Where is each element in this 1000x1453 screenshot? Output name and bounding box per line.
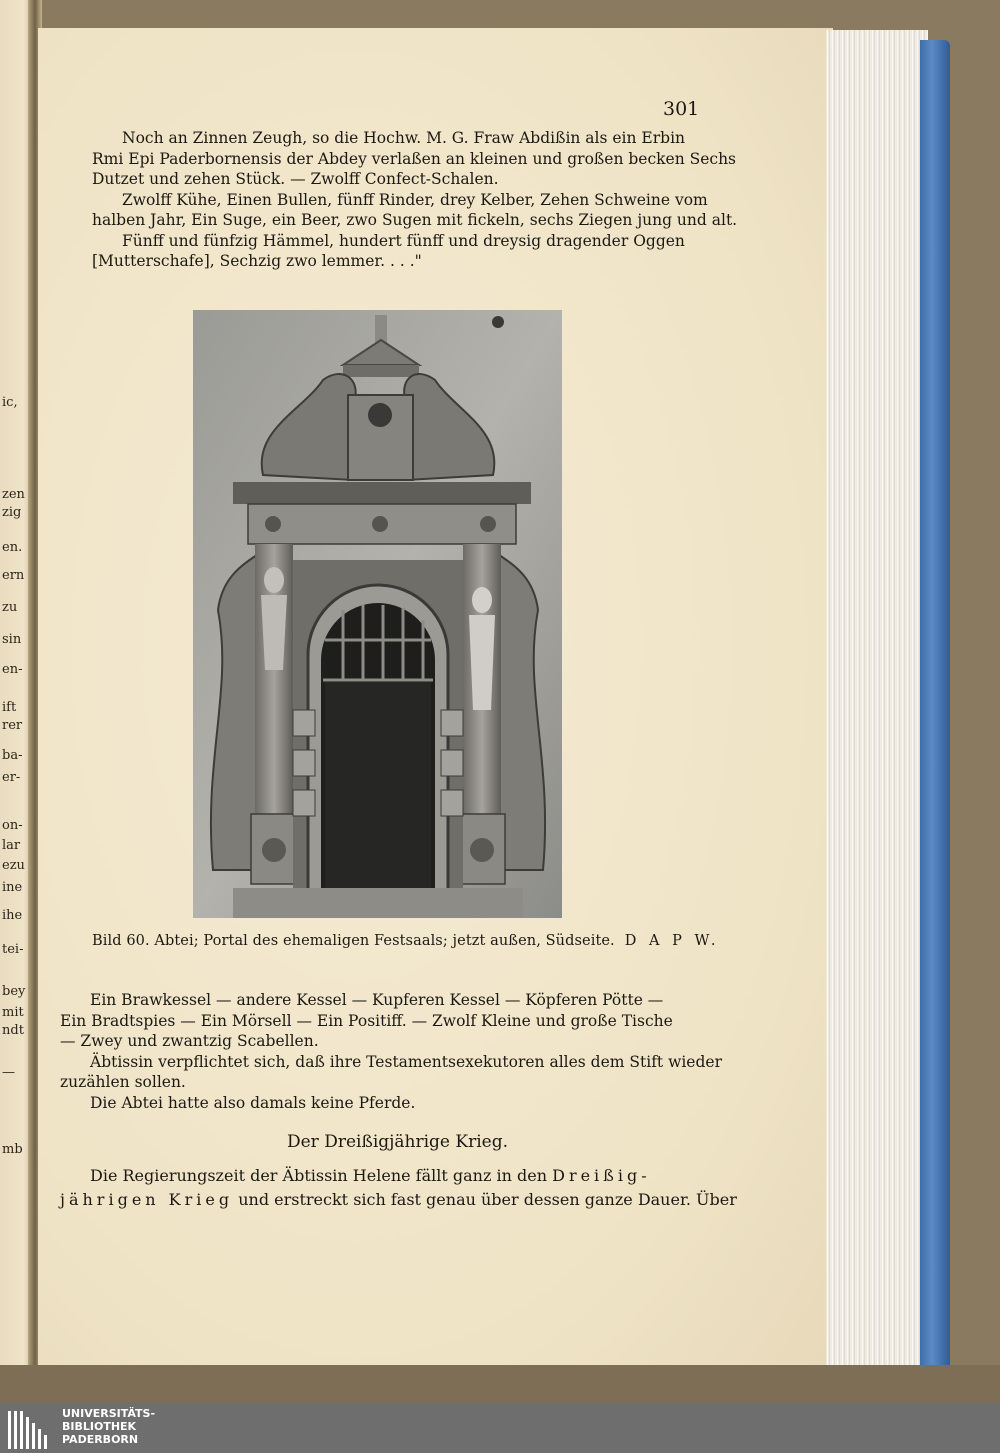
left-page-fragment: lar xyxy=(2,838,21,853)
paragraph-top xyxy=(92,128,738,272)
caption-text: Bild 60. Abtei; Portal des ehemaligen Festsaals; jetzt außen, Südseite. xyxy=(92,933,615,949)
library-logo-icon xyxy=(8,1409,52,1451)
text-line: zuzählen sollen. xyxy=(60,1073,186,1091)
text-line: halben Jahr, Ein Suge, ein Beer, zwo Sugen mit fickeln, sechs Ziegen jung und alt. xyxy=(92,211,738,229)
left-page-fragment: sin xyxy=(2,632,22,647)
left-page-fragment: ihe xyxy=(2,908,23,923)
left-page-fragment: en- xyxy=(2,662,23,677)
text-line: Ein Brawkessel — andere Kessel — Kupferen Kessel — Köpferen Pötte — xyxy=(90,991,664,1009)
left-page-fragment: ift xyxy=(2,700,17,715)
blue-book-cover xyxy=(920,40,950,1370)
text-line: Die Abtei hatte also damals keine Pferde. xyxy=(90,1093,416,1112)
text-line xyxy=(60,1164,696,1188)
text-line: Fünff und fünfzig Hämmel, hundert fünff und dreysig dragender Oggen xyxy=(122,231,685,250)
portal-photograph xyxy=(193,310,562,918)
left-page-fragment: bey xyxy=(2,984,26,999)
background-surface xyxy=(0,1365,1000,1403)
library-name-line: PADERBORN xyxy=(62,1433,139,1446)
paragraph-final xyxy=(60,1164,737,1212)
section-heading: Der Dreißigjährige Krieg. xyxy=(286,1132,509,1152)
text-span: Die Regierungszeit der Äbtissin Helene fällt ganz in den xyxy=(90,1166,548,1185)
library-name xyxy=(62,1407,155,1446)
text-line: — Zwey und zwantzig Scabellen. xyxy=(60,1032,319,1050)
figure-caption xyxy=(92,933,719,949)
left-page-fragment: ezu xyxy=(2,858,25,873)
left-page-fragment: on- xyxy=(2,818,23,833)
caption-signature: D A P W. xyxy=(624,933,720,949)
left-page-fragment: er- xyxy=(2,770,21,785)
spaced-text: Dreißig- xyxy=(552,1166,651,1185)
left-page-fragment: ba- xyxy=(2,748,23,763)
text-line xyxy=(60,1188,737,1212)
page-edges xyxy=(826,30,928,1365)
left-page-fragment: mit xyxy=(2,1005,24,1020)
text-line: Zwolff Kühe, Einen Bullen, fünff Rinder, drey Kelber, Zehen Schweine vom xyxy=(122,190,708,209)
library-footer-bar xyxy=(0,1403,1000,1453)
text-line: [Mutterschafe], Sechzig zwo lemmer. . . ." xyxy=(92,252,422,270)
spaced-text: jährigen Krieg xyxy=(60,1190,234,1209)
left-page-fragment: ern xyxy=(2,568,25,583)
left-page-fragment: zu xyxy=(2,600,18,615)
library-name-line: BIBLIOTHEK xyxy=(62,1420,137,1433)
library-name-line: UNIVERSITÄTS- xyxy=(62,1407,156,1420)
left-page-fragment: — xyxy=(2,1065,15,1080)
left-page-fragment: rer xyxy=(2,718,23,733)
left-page-fragment: zen xyxy=(2,487,25,502)
left-page-fragment: ndt xyxy=(2,1023,24,1038)
text-span: und erstreckt sich fast genau über dessen ganze Dauer. Über xyxy=(238,1190,737,1209)
text-line: Rmi Epi Paderbornensis der Abdey verlaßen an kleinen und großen becken Sechs xyxy=(92,149,737,168)
left-page-fragment: ic, xyxy=(2,395,18,410)
page-number: 301 xyxy=(663,98,700,120)
left-page-fragment: ine xyxy=(2,880,23,895)
left-page-fragment: en. xyxy=(2,540,23,555)
text-line: Dutzet und zehen Stück. — Zwolff Confect-Schalen. xyxy=(92,170,499,188)
text-line: Ein Bradtspies — Ein Mörsell — Ein Positiff. — Zwolf Kleine und große Tische xyxy=(60,1011,673,1030)
text-line: Noch an Zinnen Zeugh, so die Hochw. M. G. Fraw Abdißin als ein Erbin xyxy=(122,129,686,147)
left-page-fragment: zig xyxy=(2,505,22,520)
text-line: Äbtissin verpflichtet sich, daß ihre Testamentsexekutoren alles dem Stift wieder xyxy=(90,1052,722,1071)
left-page-fragment: tei- xyxy=(2,942,24,957)
left-page-fragment: mb xyxy=(2,1142,23,1157)
paragraph-bottom xyxy=(60,990,722,1113)
